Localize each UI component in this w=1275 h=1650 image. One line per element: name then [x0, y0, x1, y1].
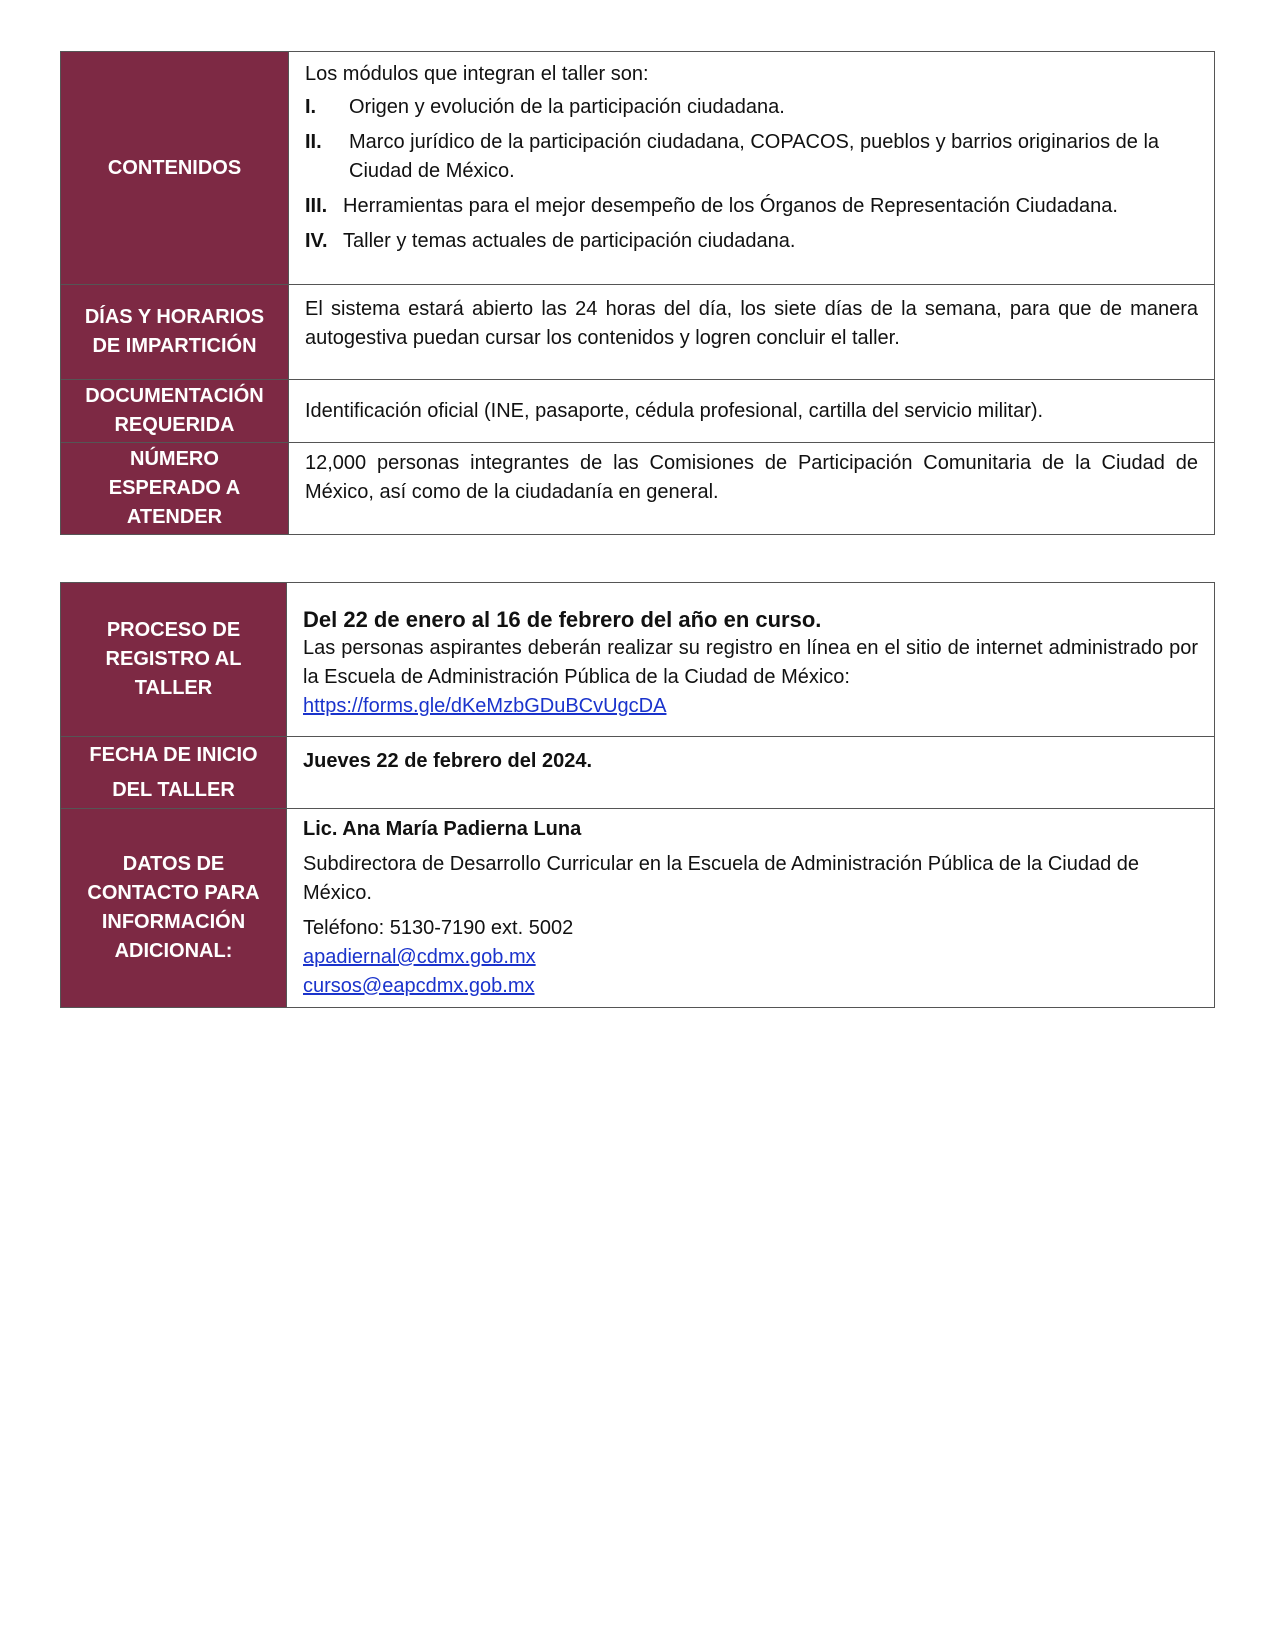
row-proceso: [61, 583, 1215, 737]
module-text: Marco jurídico de la participación ciudadana, COPACOS, pueblos y barrios originarios de la Ciudad de México.: [349, 131, 1160, 182]
module-text: Taller y temas actuales de participación ciudadana.: [343, 230, 796, 252]
proceso-cell: [287, 583, 1215, 737]
module-item: [305, 128, 1198, 186]
numero-text: 12,000 personas integrantes de las Comisiones de Participación Comunitaria de la Ciudad de México, así como de la ciudadanía en general.: [289, 443, 1215, 535]
row-numero: [61, 443, 1215, 535]
label-contacto: DATOS DE CONTACTO PARA INFORMACIÓN ADICIONAL:: [61, 809, 287, 1008]
label-documentacion: DOCUMENTACIÓN REQUERIDA: [61, 380, 289, 443]
row-fecha: [61, 737, 1215, 809]
label-proceso: PROCESO DE REGISTRO AL TALLER: [61, 583, 287, 737]
fecha-text: Jueves 22 de febrero del 2024.: [287, 737, 1215, 809]
module-number: III.: [305, 195, 328, 217]
module-number: IV.: [305, 230, 328, 252]
label-contenidos: CONTENIDOS: [61, 52, 289, 285]
label-numero: NÚMERO ESPERADO A ATENDER: [61, 443, 289, 535]
contacto-cell: [287, 809, 1215, 1008]
module-number: I.: [305, 96, 317, 118]
row-dias: [61, 285, 1215, 380]
module-number: II.: [305, 131, 322, 153]
contenidos-cell: [289, 52, 1215, 285]
registro-link[interactable]: https://forms.gle/dKeMzbGDuBCvUgcDA: [303, 694, 667, 717]
label-dias-horarios: DÍAS Y HORARIOS DE IMPARTICIÓN: [61, 285, 289, 380]
module-text: Herramientas para el mejor desempeño de los Órganos de Representación Ciudadana.: [343, 195, 1118, 217]
module-item: [305, 227, 1198, 256]
dias-text: El sistema estará abierto las 24 horas del día, los siete días de la semana, para que de manera autogestiva puedan cursar los contenidos y logren concluir el taller.: [289, 285, 1215, 380]
module-item: [305, 192, 1198, 221]
module-text: Origen y evolución de la participación ciudadana.: [349, 96, 785, 118]
contacto-phone: Teléfono: 5130-7190 ext. 5002: [303, 917, 574, 939]
row-contenidos: [61, 52, 1215, 285]
contacto-name: Lic. Ana María Padierna Luna: [303, 818, 582, 840]
contenidos-intro: Los módulos que integran el taller son:: [305, 63, 649, 85]
module-item: [305, 93, 1198, 122]
row-contacto: [61, 809, 1215, 1008]
proceso-text: Las personas aspirantes deberán realizar su registro en línea en el sitio de internet administrado por la Escuela de Administración Pública de la Ciudad de México:: [303, 636, 1198, 688]
documentacion-text: Identificación oficial (INE, pasaporte, cédula profesional, cartilla del servicio militar).: [289, 380, 1215, 443]
label-fecha: FECHA DE INICIO DEL TALLER: [61, 737, 287, 809]
row-documentacion: [61, 380, 1215, 443]
registro-table: [60, 582, 1215, 1008]
proceso-dates: Del 22 de enero al 16 de febrero del año en curso.: [303, 606, 822, 632]
email-link-1[interactable]: apadiernal@cdmx.gob.mx: [303, 946, 536, 968]
contacto-position: Subdirectora de Desarrollo Curricular en la Escuela de Administración Pública de la Ciudad de México.: [303, 853, 1140, 904]
email-link-2[interactable]: cursos@eapcdmx.gob.mx: [303, 975, 535, 997]
info-table: [60, 51, 1215, 535]
